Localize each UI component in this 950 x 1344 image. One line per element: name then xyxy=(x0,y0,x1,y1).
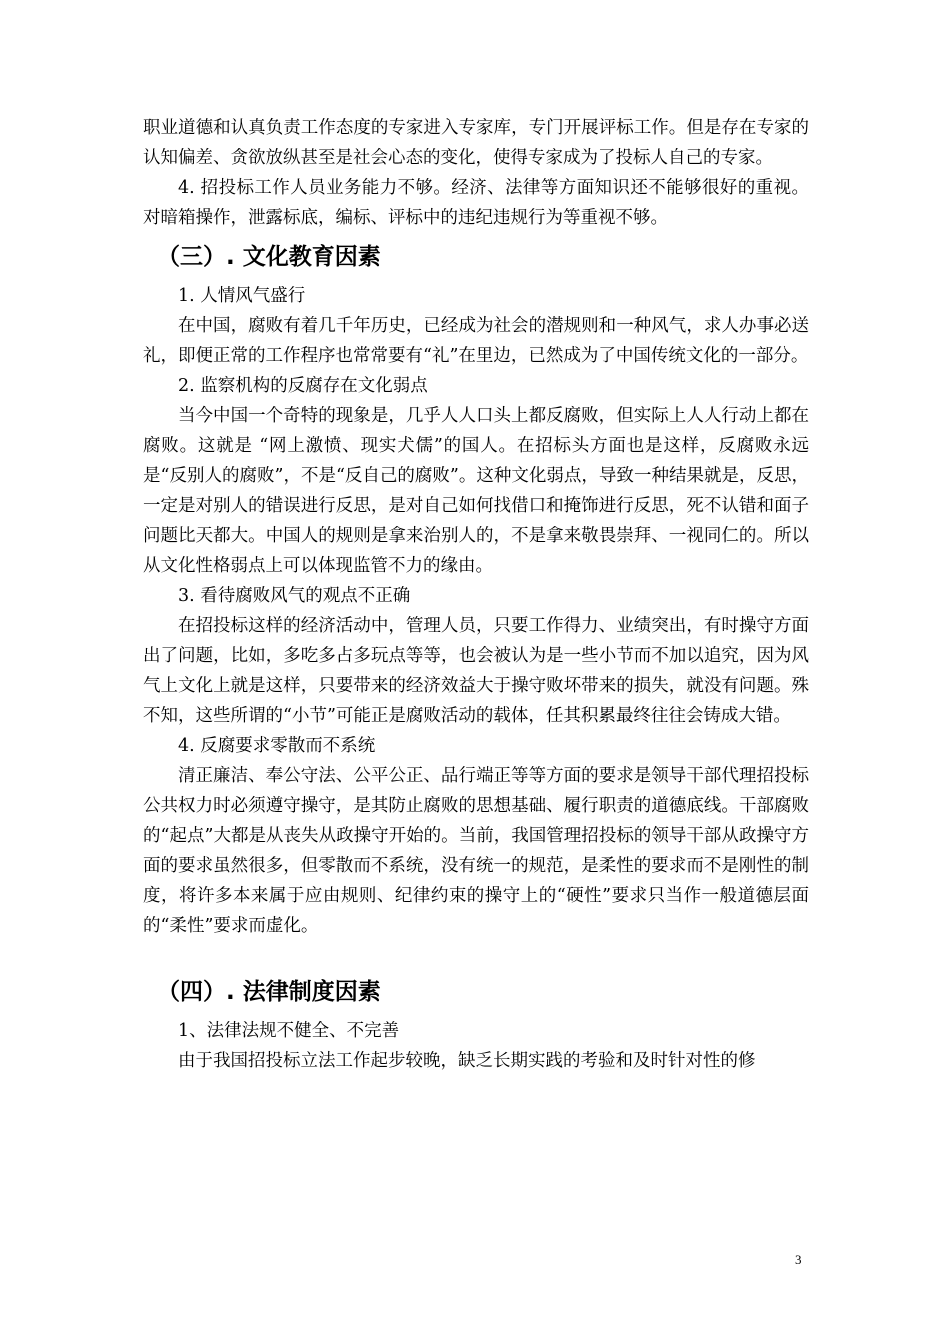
paragraph: 在招投标这样的经济活动中，管理人员，只要工作得力、业绩突出，有时操守方面出了问题，比如，多吃多占多玩点等等，也会被认为是一些小节而不加以追究，因为风气上文化上就是这样，只要带来的经济效益大于操守败坏带来的损失，就没有问题。殊不知，这些所谓的“小节”可能正是腐败活动的载体，任其积累最终往往会铸成大错。 xyxy=(143,616,809,726)
paragraph: 在中国，腐败有着几千年历史，已经成为社会的潜规则和一种风气，求人办事必送礼，即便正常的工作程序也常常要有“礼”在里边，已然成为了中国传统文化的一部分。 xyxy=(143,316,809,366)
subheading: 3. 看待腐败风气的观点不正确 xyxy=(178,586,411,606)
section-heading: （四）. 法律制度因素 xyxy=(157,979,381,1005)
paragraph: 职业道德和认真负责工作态度的专家进入专家库，专门开展评标工作。但是存在专家的认知偏差、贪欲放纵甚至是社会心态的变化，使得专家成为了投标人自己的专家。 xyxy=(143,118,809,168)
page-content xyxy=(143,113,809,1076)
paragraph: 4. 招投标工作人员业务能力不够。经济、法律等方面知识还不能够很好的重视。对暗箱操作，泄露标底，编标、评标中的违纪违规行为等重视不够。 xyxy=(143,178,809,228)
paragraph: 当今中国一个奇特的现象是，几乎人人口头上都反腐败，但实际上人人行动上都在腐败。这就是 “网上激愤、现实犬儒”的国人。在招标头方面也是这样，反腐败永远是“反别人的腐败”，不是“反自己的腐败”。这种文化弱点，导致一种结果就是，反思，一定是对别人的错误进行反思，是对自己如何找借口和掩饰进行反思，死不认错和面子问题比天都大。中国人的规则是拿来治别人的，不是拿来敬畏崇拜、一视同仁的。所以从文化性格弱点上可以体现监管不力的缘由。 xyxy=(143,406,809,576)
subheading: 2. 监察机构的反腐存在文化弱点 xyxy=(178,376,428,396)
section-heading: （三）. 文化教育因素 xyxy=(157,244,381,270)
subheading: 1. 人情风气盛行 xyxy=(178,286,306,306)
subheading: 4. 反腐要求零散而不系统 xyxy=(178,736,376,756)
paragraph: 清正廉洁、奉公守法、公平公正、品行端正等等方面的要求是领导干部代理招投标公共权力时必须遵守操守，是其防止腐败的思想基础、履行职责的道德底线。干部腐败的“起点”大都是从丧失从政操守开始的。当前，我国管理招投标的领导干部从政操守方面的要求虽然很多，但零散而不系统，没有统一的规范，是柔性的要求而不是刚性的制度，将许多本来属于应由规则、纪律约束的操守上的“硬性”要求只当作一般道德层面的“柔性”要求而虚化。 xyxy=(143,766,809,936)
paragraph: 由于我国招投标立法工作起步较晚，缺乏长期实践的考验和及时针对性的修 xyxy=(178,1051,756,1071)
subheading: 1、法律法规不健全、不完善 xyxy=(178,1021,400,1041)
page-number: 3 xyxy=(795,1252,802,1267)
